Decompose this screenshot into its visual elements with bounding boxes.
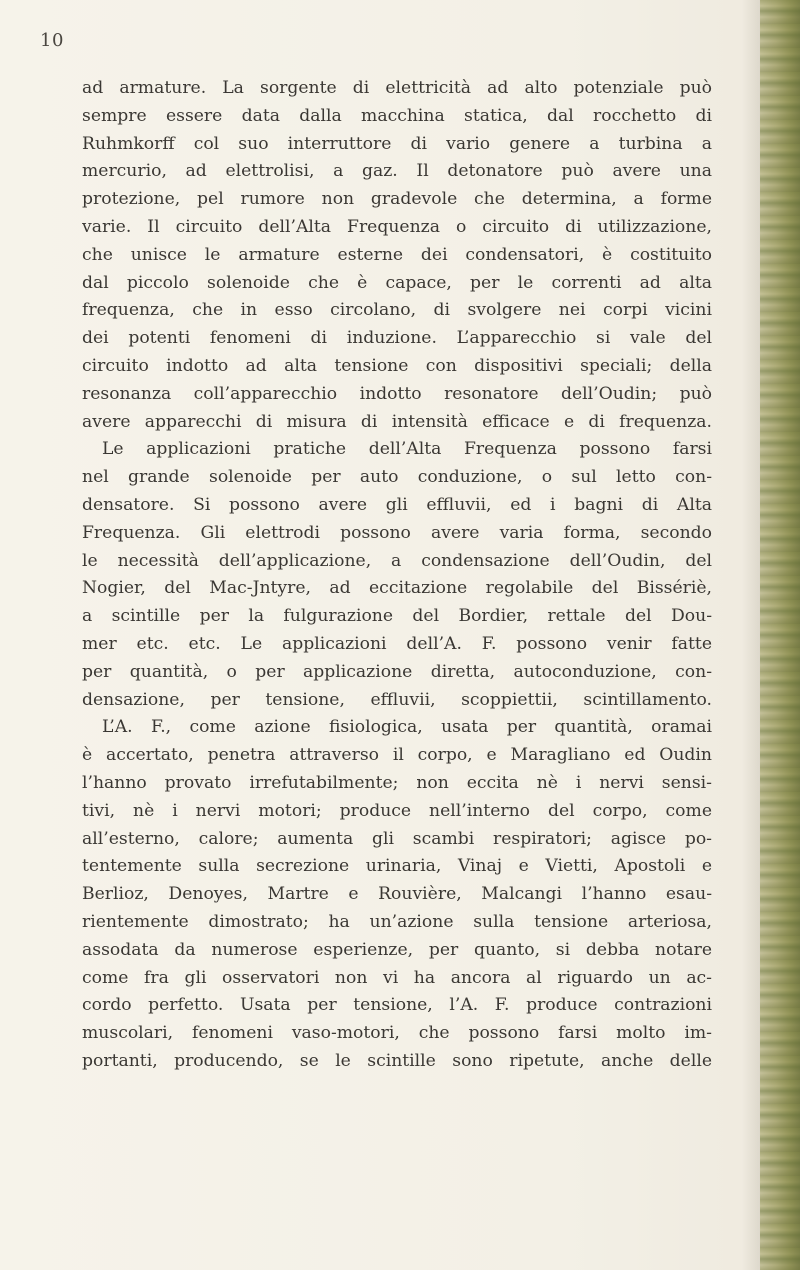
- text-line: all’esterno, calore; aumenta gli scambi respiratori; agisce po-: [82, 828, 712, 849]
- text-line: per quantità, o per applicazione diretta, autoconduzione, con-: [82, 661, 712, 682]
- text-line: le necessità dell’applicazione, a condensazione dell’Oudin, del: [82, 550, 712, 571]
- text-line: tivi, nè i nervi motori; produce nell’interno del corpo, come: [82, 800, 712, 821]
- text-line: assodata da numerose esperienze, per quanto, si debba notare: [82, 939, 712, 960]
- text-line: dal piccolo solenoide che è capace, per le correnti ad alta: [82, 272, 712, 293]
- text-line: Frequenza. Gli elettrodi possono avere varia forma, secondo: [82, 522, 712, 543]
- text-line: mer etc. etc. Le applicazioni dell’A. F. possono venir fatte: [82, 633, 712, 654]
- text-line: densazione, per tensione, effluvii, scoppiettii, scintillamento.: [82, 689, 712, 710]
- text-line: è accertato, penetra attraverso il corpo, e Maragliano ed Oudin: [82, 745, 712, 766]
- text-line: muscolari, fenomeni vaso-motori, che possono farsi molto im-: [82, 1023, 712, 1044]
- text-line: densatore. Si possono avere gli effluvii, ed i bagni di Alta: [82, 494, 712, 515]
- page-number: 10: [40, 30, 64, 51]
- binding-shadow: [742, 0, 760, 1270]
- text-line: Nogier, del Mac-Jntyre, ad eccitazione regolabile del Bissériè,: [82, 578, 712, 599]
- text-line: che unisce le armature esterne dei condensatori, è costituito: [82, 244, 712, 265]
- text-line: circuito indotto ad alta tensione con dispositivi speciali; della: [82, 355, 712, 376]
- page-binding-edge: [760, 0, 800, 1270]
- text-line: a scintille per la fulgurazione del Bordier, rettale del Dou-: [82, 606, 712, 627]
- text-line: Ruhmkorff col suo interruttore di vario genere a turbina a: [82, 133, 712, 154]
- paragraph-start-line: Le applicazioni pratiche dell’Alta Frequenza possono farsi: [102, 439, 712, 460]
- text-line: l’hanno provato irrefutabilmente; non eccita nè i nervi sensi-: [82, 772, 712, 793]
- text-line: mercurio, ad elettrolisi, a gaz. Il detonatore può avere una: [82, 161, 712, 182]
- text-line: portanti, producendo, se le scintille sono ripetute, anche delle: [82, 1050, 712, 1071]
- text-line: ad armature. La sorgente di elettricità ad alto potenziale può: [82, 78, 712, 98]
- text-line: protezione, pel rumore non gradevole che determina, a forme: [82, 189, 712, 210]
- text-line: cordo perfetto. Usata per tensione, l’A. F. produce contrazioni: [82, 995, 712, 1016]
- text-line: Berlioz, Denoyes, Martre e Rouvière, Malcangi l’hanno esau-: [82, 884, 712, 905]
- text-line: sempre essere data dalla macchina statica, dal rocchetto di: [82, 105, 712, 126]
- text-line: come fra gli osservatori non vi ha ancora al riguardo un ac-: [82, 967, 712, 988]
- text-line: tentemente sulla secrezione urinaria, Vinaj e Vietti, Apostoli e: [82, 856, 712, 877]
- text-line: frequenza, che in esso circolano, di svolgere nei corpi vicini: [82, 300, 712, 321]
- text-line: rientemente dimostrato; ha un’azione sulla tensione arteriosa,: [82, 911, 712, 932]
- body-text: [82, 75, 712, 1076]
- text-line: nel grande solenoide per auto conduzione, o sul letto con-: [82, 467, 712, 488]
- text-line: avere apparecchi di misura di intensità efficace e di frequenza.: [82, 411, 712, 432]
- text-line: varie. Il circuito dell’Alta Frequenza o circuito di utilizzazione,: [82, 216, 712, 237]
- text-line: resonanza coll’apparecchio indotto resonatore dell’Oudin; può: [82, 383, 712, 404]
- text-line: dei potenti fenomeni di induzione. L’apparecchio si vale del: [82, 328, 712, 349]
- paragraph-start-line: L’A. F., come azione fisiologica, usata per quantità, oramai: [102, 717, 712, 738]
